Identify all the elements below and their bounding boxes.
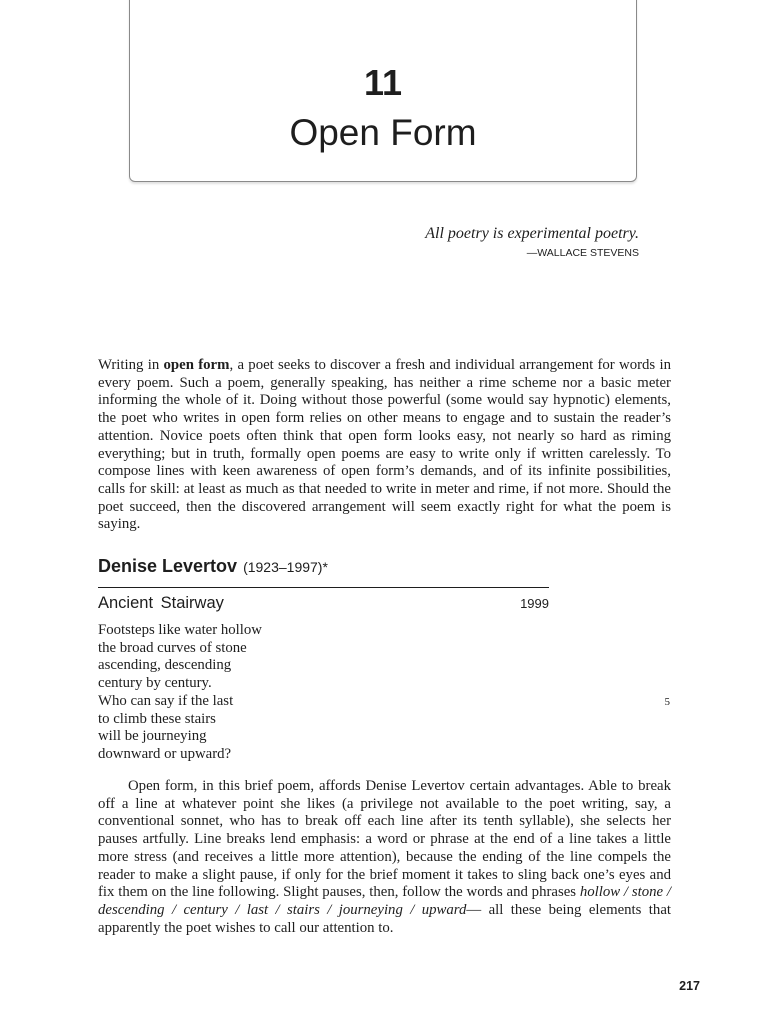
intro-paragraph [98,357,671,534]
chapter-heading-box [129,0,637,182]
poem-line: ascending, descending [98,657,232,674]
discussion-text-end: — all these being elements that apparently the poet wishes to call our attention to. [98,901,671,936]
epigraph-author: —WALLACE STEVENS [526,247,639,259]
poem-line: century by century. [98,675,212,692]
author-heading [98,556,328,577]
poem-line: the broad curves of stone [98,639,247,656]
poem-line: to climb these stairs [98,710,216,727]
poem-line-number: 5 [664,696,670,708]
chapter-number: 11 [363,62,403,103]
epigraph-quote: All poetry is experimental poetry. [425,225,639,242]
poem-body [98,622,262,764]
author-name: Denise Levertov [98,556,238,576]
poem-line: downward or upward? [98,745,232,762]
poem-line: will be journeying [98,728,207,745]
chapter-title: Open Form [289,112,477,153]
heading-rule [98,587,549,588]
intro-key-term: open form [163,357,230,373]
poem-title: Ancient Stairway [98,594,224,612]
intro-text-rest: , a poet seeks to discover a fresh and individual arrangement for words in every poem. Such a poem, generally speaking, has neither a rime scheme nor a basic meter informing the whole of it. Doing without those powerful (some would say hypnotic) elements, the poet who writes in open form relies on other means to engage and to sustain the reader’s attention. Novice poets often think that open form looks easy, not nearly so hard as riming everything; but in truth, formally open poems are easy to write only if written carelessly. To compose lines with keen awareness of open form’s demands, and of its infinite possibilities, calls for skill: at least as much as that needed to write in meter and rime, if not more. Should the poet succeed, then the discovered arrangement will seem exactly right for what the poem is saying. [98,357,671,533]
poem-line: Footsteps like water hollow [98,622,262,638]
author-dates: (1923–1997)* [243,559,328,575]
page-number: 217 [679,979,700,993]
discussion-emphasis: hollow / stone / descending / century / last / stairs / journeying / upward [98,884,671,918]
poem-line: Who can say if the last [98,692,234,709]
discussion-text: Open form, in this brief poem, affords Denise Levertov certain advantages. Able to break off a line at whatever point she likes (a privilege not available to the poet writing, say, a conventional sonnet, who has to break off each line after its tenth syllable), she selects her pauses artfully. Line breaks lend emphasis: a word or phrase at the end of a line takes a little more stress (and receives a little more attention), because the ending of the line compels the reader to make a slight pause, if only for the brief moment it takes to sling back one’s eyes and fix them on the line following. Slight pauses, then, follow the words and phrases [98,778,671,901]
intro-text-start: Writing in [98,357,164,373]
discussion-paragraph [98,778,671,937]
poem-year: 1999 [520,596,549,611]
